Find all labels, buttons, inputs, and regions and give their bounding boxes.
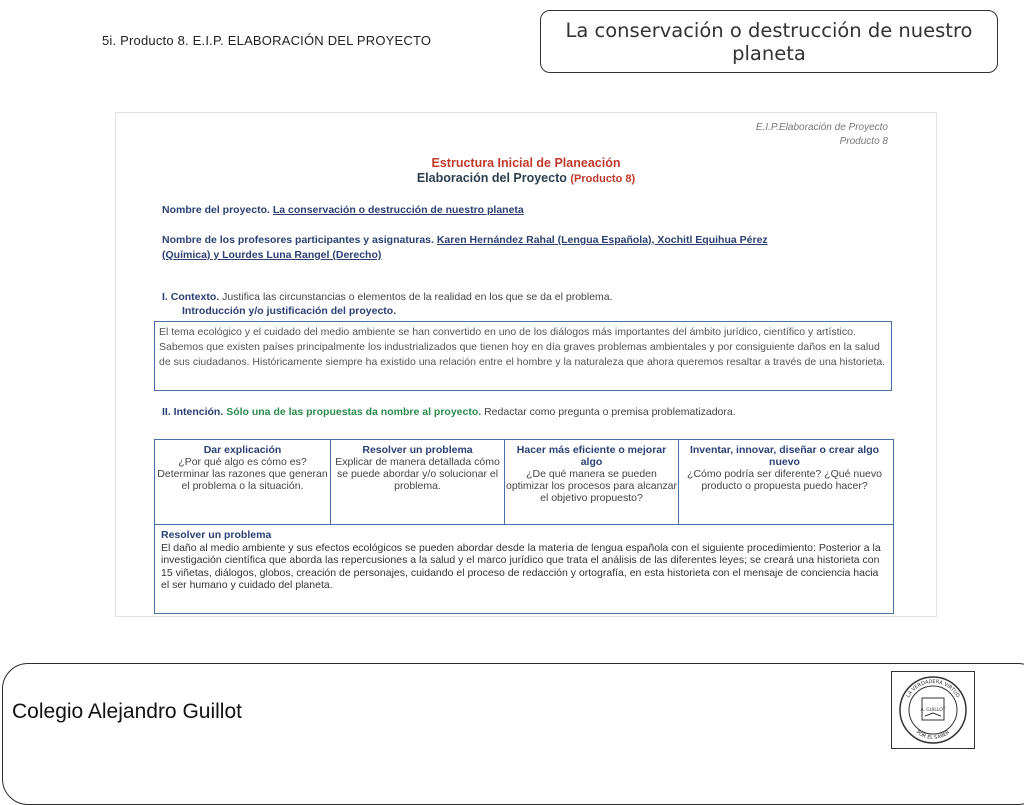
option-explain <box>155 440 331 524</box>
doc-subheading-row <box>116 171 936 185</box>
context-label: I. Contexto. <box>162 291 220 303</box>
slide-subtitle: 5i. Producto 8. E.I.P. ELABORACIÓN DEL PROYECTO <box>102 33 432 48</box>
option-title: Resolver un problema <box>362 444 473 456</box>
intention-desc: Redactar como pregunta o premisa problematizadora. <box>484 406 736 418</box>
doc-subheading-tag: (Producto 8) <box>570 173 636 185</box>
intention-label: II. Intención. <box>162 406 224 418</box>
seal-emblem-icon <box>892 672 974 748</box>
chosen-title: Resolver un problema <box>161 529 272 541</box>
option-text: ¿Por qué algo es cómo es? Determinar las razones que generan el problema o la situación. <box>157 456 328 492</box>
context-row <box>162 290 613 305</box>
option-text: ¿De qué manera se pueden optimizar los procesos para alcanzar el objetivo propuesto? <box>506 468 677 504</box>
slide-title: La conservación o destrucción de nuestro planeta <box>565 18 973 65</box>
option-text: ¿Cómo podría ser diferente? ¿Qué nuevo producto o propuesta puedo hacer? <box>687 468 882 492</box>
chosen-option <box>155 524 893 613</box>
option-title: Hacer más eficiente o mejorar algo <box>516 444 667 468</box>
doc-subheading: Elaboración del Proyecto <box>416 171 567 185</box>
doc-corner-line1: E.I.P.Elaboración de Proyecto <box>755 122 888 133</box>
teachers-row-2 <box>162 248 381 263</box>
intro-label: Introducción y/o justificación del proyecto. <box>182 305 397 317</box>
context-text: El tema ecológico y el cuidado del medio ambiente se han convertido en uno de los diálogos más importantes del ámbito jurídico, científico y artístico. Sabemos que existen países principalmente los industrializados que tienen hoy en día graves problemas ambientales y por consiguiente daños en la salud de sus ciudadanos. Históricamente siempre ha existido una relación entre el hombre y la naturaleza que ahora queremos resaltar a través de una historieta. <box>159 326 886 368</box>
intention-table <box>154 439 894 614</box>
intention-green: Sólo una de las propuestas da nombre al proyecto. <box>226 406 482 418</box>
teachers-line2: (Química) y Lourdes Luna Rangel (Derecho) <box>162 249 382 261</box>
context-text-box <box>154 321 892 391</box>
doc-corner-line2: Producto 8 <box>839 136 888 147</box>
school-name: Colegio Alejandro Guillot <box>12 700 242 723</box>
intention-row <box>162 405 736 420</box>
seal-top-text: LA VERDADERA VIRTUD <box>905 678 961 699</box>
option-solve <box>331 440 505 524</box>
option-text: Explicar de manera detallada cómo se puede abordar y/o solucionar el problema. <box>335 456 500 492</box>
option-title: Inventar, innovar, diseñar o crear algo nuevo <box>689 444 880 468</box>
context-desc: Justifica las circunstancias o elementos de la realidad en los que se da el problema. <box>222 291 613 303</box>
project-name: La conservación o destrucción de nuestro planeta <box>272 204 524 216</box>
option-create <box>679 440 890 524</box>
seal-bottom-text: POR EL SABER <box>915 729 951 742</box>
option-title: Dar explicación <box>203 444 282 456</box>
document-image <box>116 113 936 616</box>
footer-frame <box>2 663 1024 805</box>
project-name-row <box>162 203 524 218</box>
teachers-label: Nombre de los profesores participantes y asignaturas. <box>162 234 434 246</box>
slide-title-box <box>540 10 998 73</box>
doc-heading: Estructura Inicial de Planeación <box>431 156 621 170</box>
project-label: Nombre del proyecto. <box>162 204 270 216</box>
chosen-text: El daño al medio ambiente y sus efectos ecológicos se pueden abordar desde la materia de lengua española con el siguiente procedimiento: Posterior a la investigación científica que aborda las repercusiones a la salud y el marco jurídico que trata el análisis de las diferentes leyes; se creará una historieta con 15 viñetas, diálogos, globos, creación de personajes, cuidando el proceso de redacción y ortografía, en esta historieta con el mensaje de conciencia hacia el ser humano y cuidado del planeta. <box>161 541 881 591</box>
option-improve <box>505 440 679 524</box>
school-seal <box>891 671 975 749</box>
teachers-row <box>162 233 768 248</box>
teachers-line1: Karen Hernández Rahal (Lengua Española), Xochitl Equihua Pérez <box>436 234 768 246</box>
seal-name-text: A. GUILLOT <box>920 708 946 713</box>
